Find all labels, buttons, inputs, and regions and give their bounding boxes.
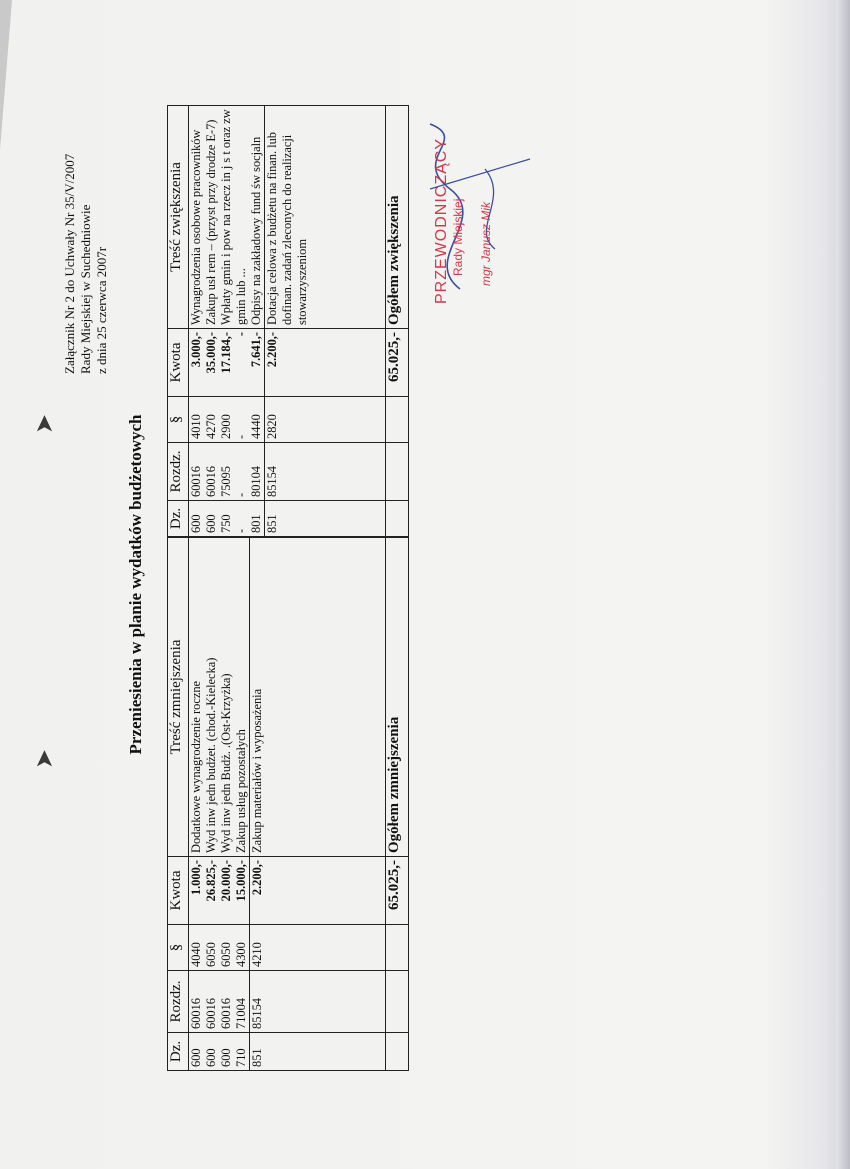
col-tresc: Treść zmniejszenia: [168, 538, 189, 857]
stamp-council: Rady Miejskiej: [451, 198, 465, 276]
paragraph-cell: 4210: [250, 925, 386, 971]
total-amount: 65.025,-: [386, 329, 409, 397]
table-row: [250, 538, 386, 1071]
amount-cell: 1.000,- 26.825,- 20.000,- 15.000,-: [189, 857, 250, 925]
chairman-stamp: [433, 138, 493, 304]
dz-cell: 851: [250, 1033, 386, 1071]
col-rozdz: Rozdz.: [168, 443, 189, 501]
description-cell: Dodatkowe wynagrodzenie roczne Wyd inw jedn budżet. (chod.-Kielecka) Wyd inw jedn Budż. .(Ost-Krzyżka) Zakup usług pozostałych: [189, 538, 250, 857]
header-line-3: z dnia 25 czerwca 2007r: [94, 246, 109, 374]
paragraph-cell: 4040 6050 6050 4300: [189, 925, 250, 971]
table-header-row: [168, 538, 189, 1071]
header-line-2: Rady Miejskiej w Suchedniowie: [78, 204, 93, 374]
rozdz-cell: 85154: [250, 971, 386, 1033]
attachment-header: [62, 154, 110, 374]
amount-cell: 2.200,-: [265, 329, 386, 397]
dz-cell: 600 600 750 - 801: [189, 501, 265, 537]
table-row: [189, 538, 250, 1071]
stamp-title: PRZEWODNICZĄCY: [433, 138, 450, 304]
amount-cell: 3.000,- 35.000,- 17.184,- - 7.641,-: [189, 329, 265, 397]
punch-mark-icon: ➤: [32, 748, 58, 769]
rozdz-cell: 85154: [265, 443, 386, 501]
dz-cell: 600 600 600 710: [189, 1033, 250, 1071]
col-rozdz: Rozdz.: [168, 971, 189, 1033]
col-kwota: Kwota: [168, 857, 189, 925]
col-dz: Dz.: [168, 501, 189, 537]
col-paragraph: §: [168, 397, 189, 443]
total-label: Ogółem zmniejszenia: [386, 538, 409, 857]
paragraph-cell: 2820: [265, 397, 386, 443]
punch-mark-icon: ➤: [32, 413, 58, 434]
col-dz: Dz.: [168, 1033, 189, 1071]
document-title: Przeniesienia w planie wydatków budżetowych: [126, 414, 145, 755]
description-cell: Zakup materiałów i wyposażenia: [250, 538, 386, 857]
increase-table: [167, 105, 409, 537]
rozdz-cell: 60016 60016 75095 - 80104: [189, 443, 265, 501]
description-cell: Dotacja celowa z budżetu na finan. lub dofinan. zadań zleconych do realizacji stowarzyszeniom: [265, 106, 386, 329]
stamp-name: mgr Janusz Mik: [479, 201, 493, 286]
header-line-1: Załącznik Nr 2 do Uchwały Nr 35/V/2007: [62, 153, 77, 374]
table-header-row: [168, 106, 189, 537]
col-tresc: Treść zwiększenia: [168, 106, 189, 329]
total-label: Ogółem zwiększenia: [386, 106, 409, 329]
description-cell: Wynagrodzenia osobowe pracowników Zakup usł rem – (przyst przy drodze E-7) Wpłaty gmin i pow na rzecz in j s t oraz zw gmin lub ... Odpisy na zakładowy fund św socjaln: [189, 106, 265, 329]
col-paragraph: §: [168, 925, 189, 971]
rozdz-cell: 60016 60016 60016 71004: [189, 971, 250, 1033]
amount-cell: 2.200,-: [250, 857, 386, 925]
paragraph-cell: 4010 4270 2900 - 4440: [189, 397, 265, 443]
total-row: [386, 538, 409, 1071]
col-kwota: Kwota: [168, 329, 189, 397]
decrease-table: [167, 537, 409, 1071]
dz-cell: 851: [265, 501, 386, 537]
table-row: [189, 106, 265, 537]
total-amount: 65.025,-: [386, 857, 409, 925]
table-row: [265, 106, 386, 537]
